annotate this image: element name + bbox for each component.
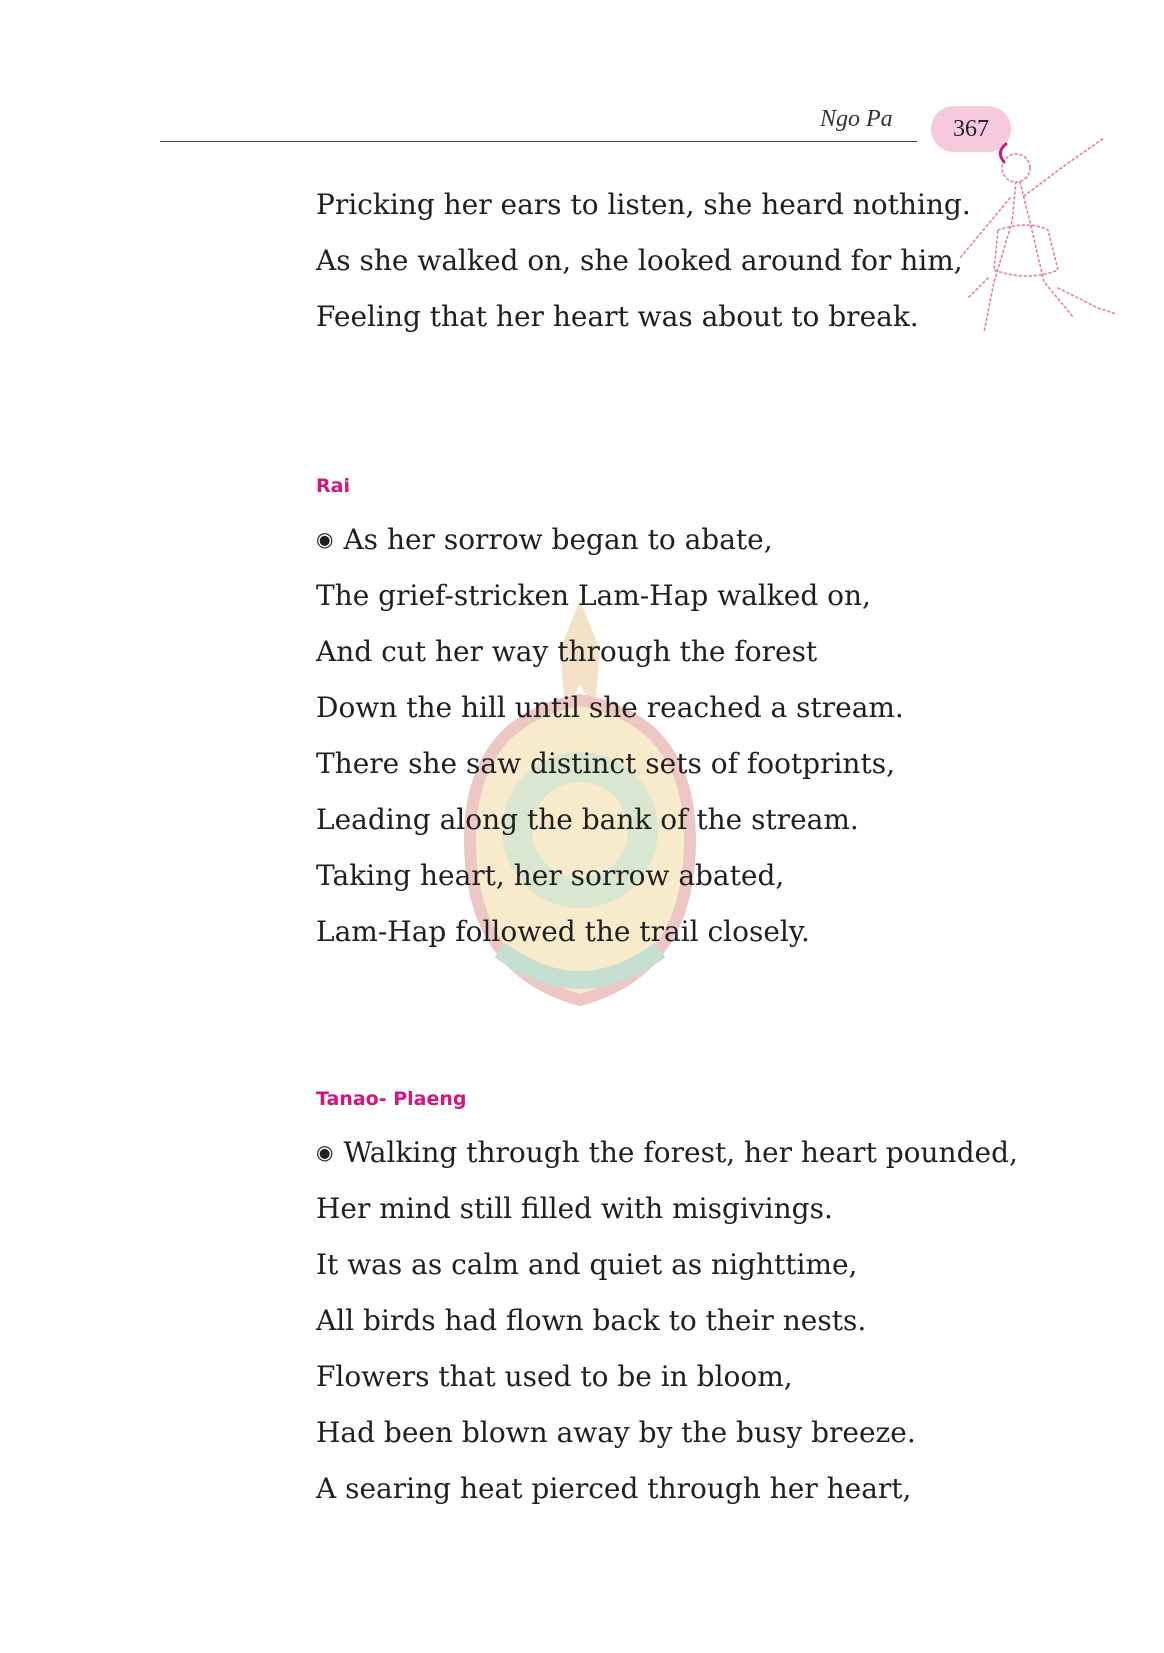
poem-line: Her mind still filled with misgivings.: [316, 1192, 833, 1225]
rai-stanza: [316, 512, 904, 960]
poem-line: Pricking her ears to listen, she heard nothing.: [316, 188, 971, 221]
poem-line: A searing heat pierced through her heart,: [316, 1472, 912, 1505]
poem-line: It was as calm and quiet as nighttime,: [316, 1248, 858, 1281]
poem-line: [316, 512, 904, 568]
running-header-title: Ngo Pa: [820, 106, 893, 132]
poem-line: There she saw distinct sets of footprints,: [316, 747, 895, 780]
poem-line: Feeling that her heart was about to break.: [316, 300, 919, 333]
poem-line: The grief-stricken Lam-Hap walked on,: [316, 579, 871, 612]
poem-line: [316, 1125, 1018, 1181]
stanza-bullet-icon: ◉: [316, 527, 334, 551]
poem-line: All birds had flown back to their nests.: [316, 1304, 867, 1337]
section-heading-tanao-plaeng: Tanao- Plaeng: [316, 1088, 467, 1110]
poem-line: Lam-Hap followed the trail closely.: [316, 915, 810, 948]
tanao-plaeng-stanza: [316, 1125, 1018, 1517]
poem-line: Had been blown away by the busy breeze.: [316, 1416, 916, 1449]
poem-line: Down the hill until she reached a stream.: [316, 691, 904, 724]
header-rule: [160, 141, 917, 142]
poem-line: Leading along the bank of the stream.: [316, 803, 859, 836]
page-number: 367: [953, 115, 989, 142]
poem-line: Taking heart, her sorrow abated,: [316, 859, 785, 892]
dancer-illustration-icon: [958, 138, 1124, 348]
opening-stanza: [316, 177, 971, 345]
poem-line-text: Walking through the forest, her heart pounded,: [343, 1136, 1018, 1169]
poem-line: And cut her way through the forest: [316, 635, 818, 668]
section-heading-rai: Rai: [316, 475, 350, 497]
stanza-bullet-icon: ◉: [316, 1140, 334, 1164]
poem-line: As she walked on, she looked around for him,: [316, 244, 963, 277]
poem-line: Flowers that used to be in bloom,: [316, 1360, 793, 1393]
poem-line-text: As her sorrow began to abate,: [343, 523, 773, 556]
